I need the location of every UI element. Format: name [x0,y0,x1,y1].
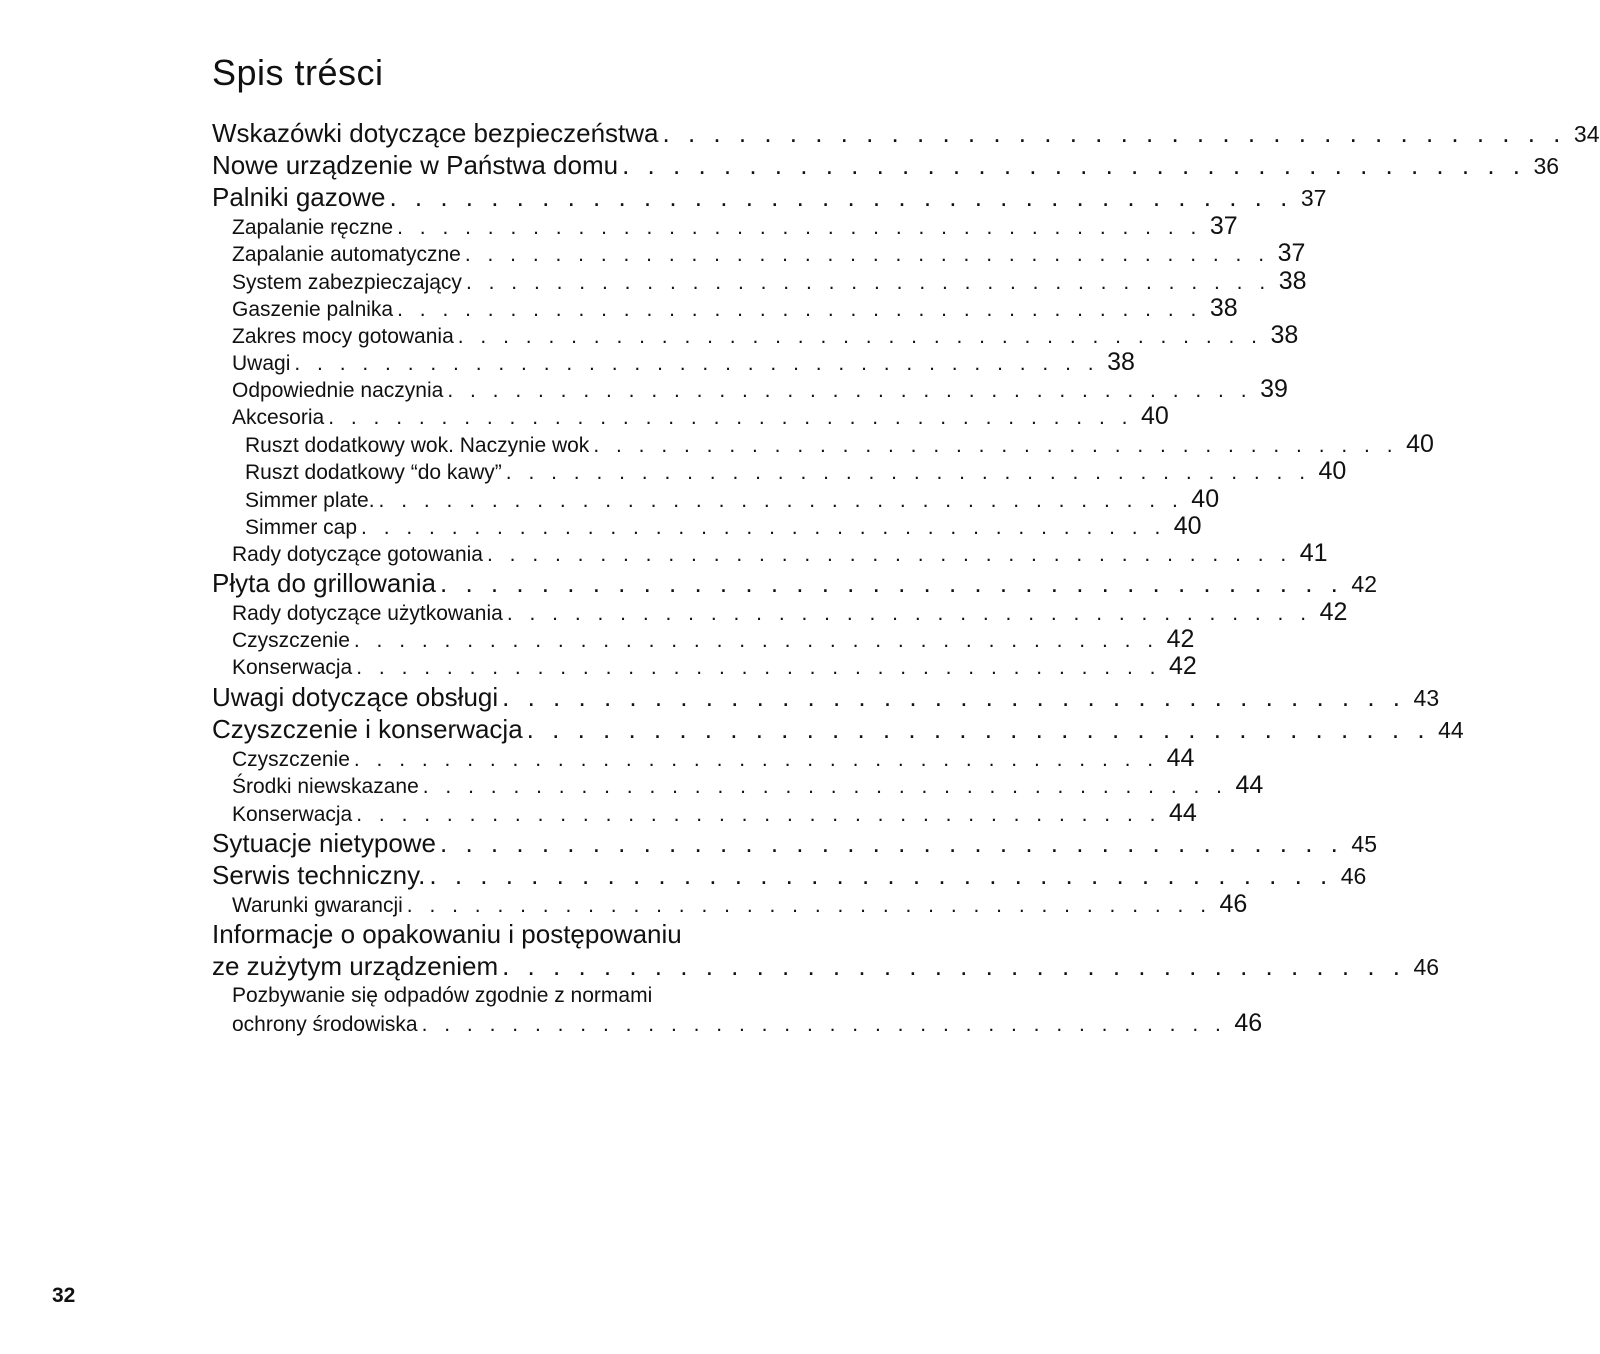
toc-entry-page: 42 [1351,571,1377,597]
dot-leader: . . . . . . . . . . . . . . . . . . . . . . . . . . . . . . . . . . . . [397,216,1202,239]
toc-entry-page: 40 [1140,402,1169,430]
toc-entry-label: Czyszczenie i konserwacja [212,714,523,744]
toc-entry-page: 44 [1235,771,1264,799]
toc-entry-label: Simmer cap [245,516,358,539]
toc-entry-label: Warunki gwarancji [232,894,403,917]
toc-entry-page: 40 [1173,512,1202,540]
toc-entry[interactable] [212,212,1238,241]
toc-entry-label: Palniki gazowe [212,182,386,212]
toc-entry[interactable] [212,1009,1263,1038]
dot-leader: . . . . . . . . . . . . . . . . . . . . . . . . . . . . . . . . . . . . [440,828,1344,858]
dot-leader: . . . . . . . . . . . . . . . . . . . . . . . . . . . . . . . . . . . . [447,379,1253,402]
dot-leader: . . . . . . . . . . . . . . . . . . . . . . . . . . . . . . . . . . . . [406,894,1212,917]
toc-entry[interactable] [212,512,1202,541]
toc-entry-label: Wskazówki dotyczące bezpieczeństwa [212,118,659,148]
toc-entry-page: 44 [1438,717,1464,743]
toc-entry[interactable] [212,239,1306,268]
toc-entry-label: Ruszt dodatkowy “do kawy” [245,461,502,484]
toc-entry-label: Uwagi [232,352,291,375]
toc-entry[interactable] [212,652,1197,681]
toc-entry-page: 46 [1340,863,1367,889]
dot-leader: . . . . . . . . . . . . . . . . . . . . . . . . . . . . . . . . . . . . [487,543,1292,566]
toc-entry-label[interactable]: Informacje o opakowaniu i postępowaniu [212,919,682,949]
toc-entry-label: System zabezpieczający [232,271,462,294]
toc-entry[interactable] [212,799,1197,828]
dot-leader: . . . . . . . . . . . . . . . . . . . . . . . . . . . . . . . . . . . . [506,602,1312,625]
toc-entry-page: 38 [1278,267,1307,295]
toc-entry-page: 36 [1533,153,1560,179]
toc-entry[interactable] [212,402,1169,431]
dot-leader: . . . . . . . . . . . . . . . . . . . . . . . . . . . . . . . . . . . . [526,714,1431,744]
toc-entry-page: 38 [1209,294,1238,322]
dot-leader: . . . . . . . . . . . . . . . . . . . . . . . . . . . . . . . . . . . . [505,461,1311,484]
toc-entry[interactable] [212,321,1299,350]
toc-entry-page: 37 [1209,212,1238,240]
dot-leader: . . . . . . . . . . . . . . . . . . . . . . . . . . . . . . . . . . . . [465,271,1271,294]
dot-leader: . . . . . . . . . . . . . . . . . . . . . . . . . . . . . . . . . . . . [353,629,1159,652]
toc-entry[interactable] [212,150,1560,181]
toc-entry-page: 46 [1413,954,1440,980]
toc-entry[interactable] [212,625,1195,654]
toc-entry-page: 44 [1166,744,1195,772]
toc-entry[interactable] [212,457,1347,486]
dot-leader: . . . . . . . . . . . . . . . . . . . . . . . . . . . . . . . . . . . . [593,434,1399,457]
toc-entry[interactable] [212,539,1328,568]
toc-entry-label: Rady dotyczące gotowania [232,543,483,566]
toc-entry-label: Uwagi dotyczące obsługi [212,682,499,712]
toc-entry-page: 38 [1270,321,1299,349]
dot-leader: . . . . . . . . . . . . . . . . . . . . . . . . . . . . . . . . . . . . [361,516,1166,539]
toc-entry[interactable] [212,430,1434,459]
dot-leader: . . . . . . . . . . . . . . . . . . . . . . . . . . . . . . . . . . . . [422,775,1228,798]
toc-entry[interactable] [212,714,1464,745]
dot-leader: . . . . . . . . . . . . . . . . . . . . . . . . . . . . . . . . . . . . [662,118,1566,148]
toc-entry-page: 40 [1191,485,1220,513]
toc-entry[interactable] [212,294,1238,323]
toc-entry[interactable] [212,682,1440,713]
toc-entry-label: Gaszenie palnika [232,298,394,321]
dot-leader: . . . . . . . . . . . . . . . . . . . . . . . . . . . . . . . . . . . . [421,1013,1227,1036]
toc-entry[interactable] [212,744,1195,773]
dot-leader: . . . . . . . . . . . . . . . . . . . . . . . . . . . . . . . . . . . . [397,298,1202,321]
toc-entry-label: Rady dotyczące użytkowania [232,602,503,625]
toc-entry-label[interactable]: Pozbywanie się odpadów zgodnie z normami [232,984,653,1007]
toc-entry-label-continuation: ze zużytym urządzeniem [212,951,499,981]
toc-entry-label: Nowe urządzenie w Państwa domu [212,150,619,180]
toc-entry-page: 37 [1300,185,1327,211]
dot-leader: . . . . . . . . . . . . . . . . . . . . . . . . . . . . . . . . . . . . [429,860,1333,890]
toc-entry[interactable] [212,118,1600,149]
toc-entry-label: Sytuacje nietypowe [212,828,437,858]
toc-entry-page: 39 [1260,375,1288,403]
toc-entry-page: 42 [1168,652,1197,680]
toc-entry-label: Czyszczenie [232,629,350,652]
toc-entry-label: Zakres mocy gotowania [232,325,454,348]
toc-entry-label: Konserwacja [232,656,353,679]
dot-leader: . . . . . . . . . . . . . . . . . . . . . . . . . . . . . . . . . . . . [440,568,1344,598]
toc-entry-page: 38 [1107,348,1135,376]
toc-entry[interactable] [212,860,1367,891]
dot-leader: . . . . . . . . . . . . . . . . . . . . . . . . . . . . . . . . . . . . [502,951,1406,981]
toc-entry-label-continuation: ochrony środowiska [232,1013,418,1036]
toc-entry-label: Akcesoria [232,406,325,429]
toc-entry-page: 40 [1406,430,1434,458]
dot-leader: . . . . . . . . . . . . . . . . . . . . . . . . . . . . . . . . . . . . [356,803,1161,826]
dot-leader: . . . . . . . . . . . . . . . . . . . . . . . . . . . . . . . . . . . . [328,406,1133,429]
dot-leader: . . . . . . . . . . . . . . . . . . . . . . . . . . . . . . . . . . . . [389,182,1293,212]
toc-entry[interactable] [212,568,1377,599]
dot-leader: . . . . . . . . . . . . . . . . . . . . . . . . . . . . . . . . . . . . [294,352,1100,375]
toc-entry-label: Płyta do grillowania [212,568,437,598]
toc-entry-page: 44 [1168,799,1197,827]
toc-entry[interactable] [212,485,1220,514]
toc-entry-label: Konserwacja [232,803,353,826]
toc-entry[interactable] [212,375,1288,404]
dot-leader: . . . . . . . . . . . . . . . . . . . . . . . . . . . . . . . . . . . . [457,325,1263,348]
toc-entry-label: Czyszczenie [232,748,350,771]
page-number: 32 [52,1284,76,1307]
toc-entry-page: 46 [1234,1009,1263,1037]
toc-entry-label: Ruszt dodatkowy wok. Naczynie wok [245,434,590,457]
toc-entry-page: 42 [1166,625,1195,653]
page-title: Spis trésci [212,52,384,93]
toc-entry-label: Serwis techniczny. [212,860,426,890]
toc-entry-label: Simmer plate. [245,489,375,512]
dot-leader: . . . . . . . . . . . . . . . . . . . . . . . . . . . . . . . . . . . . [502,682,1406,712]
dot-leader: . . . . . . . . . . . . . . . . . . . . . . . . . . . . . . . . . . . . [356,656,1161,679]
toc-entry-page: 37 [1277,239,1306,267]
dot-leader: . . . . . . . . . . . . . . . . . . . . . . . . . . . . . . . . . . . . [378,489,1184,512]
toc-entry[interactable] [212,951,1440,982]
toc-entry[interactable] [212,828,1378,859]
toc-entry-page: 40 [1318,457,1347,485]
toc-entry-page: 34 [1573,121,1600,147]
dot-leader: . . . . . . . . . . . . . . . . . . . . . . . . . . . . . . . . . . . . [353,748,1159,771]
toc-entry-page: 41 [1299,539,1328,567]
toc-entry[interactable] [212,182,1327,213]
toc-entry[interactable] [212,348,1135,377]
toc-entry-page: 43 [1413,685,1440,711]
toc-entry[interactable] [212,890,1248,919]
toc-entry[interactable] [212,771,1264,800]
toc-entry[interactable] [212,267,1307,296]
toc-entry-page: 46 [1219,890,1248,918]
toc-entry-page: 45 [1351,831,1378,857]
dot-leader: . . . . . . . . . . . . . . . . . . . . . . . . . . . . . . . . . . . . [464,243,1270,266]
toc-entry-label: Zapalanie automatyczne [232,243,461,266]
toc-entry-label: Odpowiednie naczynia [232,379,444,402]
toc-entry-label: Zapalanie ręczne [232,216,394,239]
toc-entry-label: Środki niewskazane [232,775,419,798]
dot-leader: . . . . . . . . . . . . . . . . . . . . . . . . . . . . . . . . . . . . [622,150,1526,180]
toc-entry-page: 42 [1319,598,1348,626]
toc-entry[interactable] [212,598,1348,627]
